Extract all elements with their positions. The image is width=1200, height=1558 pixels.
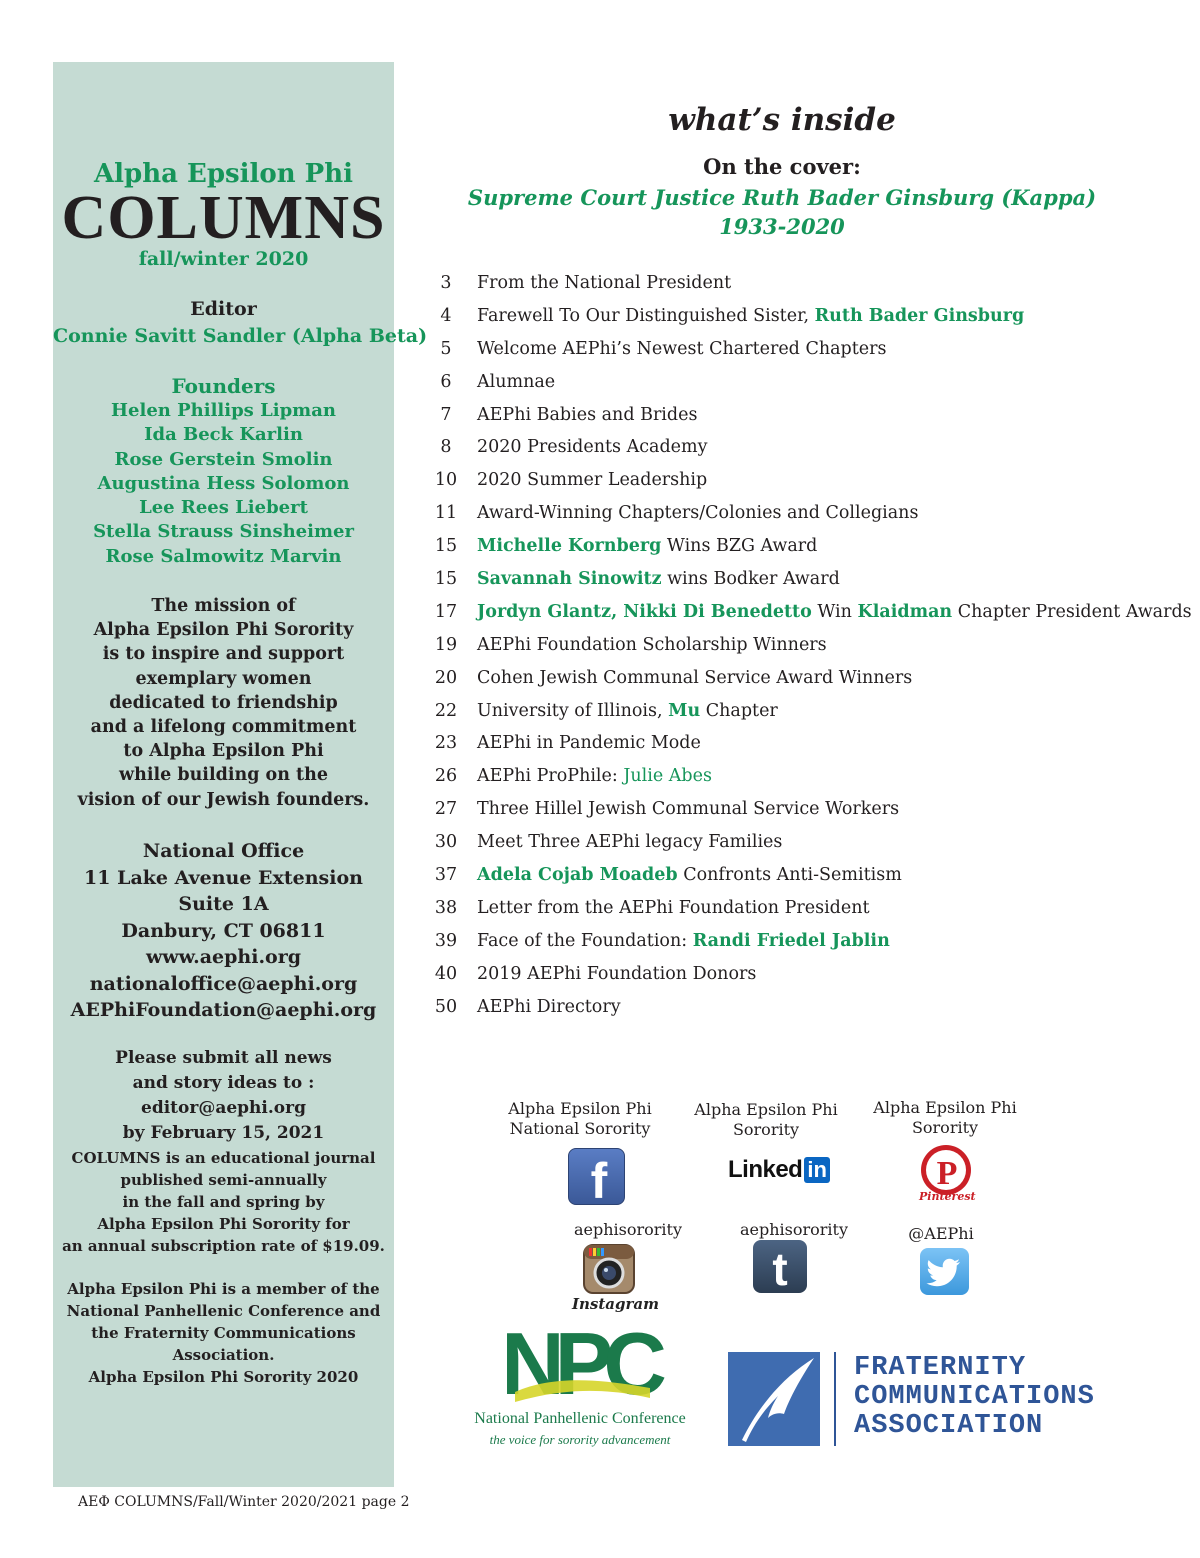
membership-info	[53, 1278, 394, 1388]
instagram-handle: aephisorority	[573, 1220, 683, 1239]
toc-title-part: Adela Cojab Moadeb	[477, 865, 678, 886]
issue-label: fall/winter 2020	[138, 248, 309, 270]
founder-name: Rose Salmowitz Marvin	[105, 545, 342, 567]
journal-line: COLUMNS is an educational journal	[71, 1149, 376, 1167]
toc-page-number: 39	[434, 930, 458, 951]
toc-title-part: 2020 Summer Leadership	[477, 470, 708, 491]
npc-logo	[455, 1322, 705, 1452]
toc-entry	[432, 665, 1172, 698]
toc-page-number: 6	[440, 371, 452, 392]
toc-entry	[432, 467, 1172, 500]
editor-name: Connie Savitt Sandler (Alpha Beta)	[53, 325, 428, 347]
office-line: AEPhiFoundation@aephi.org	[70, 999, 377, 1021]
toc-title-part: Farewell To Our Distinguished Sister,	[477, 305, 815, 326]
toc-page-number: 30	[434, 832, 458, 853]
toc-title-part: Face of the Foundation:	[477, 930, 693, 951]
member-line: National Panhellenic Conference and	[66, 1302, 381, 1320]
submission-info	[53, 1046, 394, 1146]
toc-title-part: Welcome AEPhi’s Newest Chartered Chapters	[477, 338, 887, 359]
founder-name: Stella Strauss Sinsheimer	[93, 521, 354, 543]
linkedin-wordmark: Linked	[728, 1156, 803, 1183]
toc-entry	[432, 632, 1172, 665]
cover-caption-line2: 1933-2020	[719, 214, 845, 239]
instagram-icon[interactable]	[572, 1244, 659, 1320]
submit-line: editor@aephi.org	[141, 1098, 306, 1118]
twitter-handle: @AEPhi	[908, 1224, 974, 1243]
linkedin-in-badge: in	[804, 1157, 830, 1183]
toc-entry	[432, 961, 1172, 994]
toc-title	[477, 665, 912, 691]
toc-page-number: 8	[440, 437, 452, 458]
mission-line: The mission of	[151, 596, 296, 616]
founder-name: Augustina Hess Solomon	[97, 472, 350, 494]
linkedin-label: Alpha Epsilon Phi Sorority	[694, 1100, 838, 1139]
toc-title	[477, 698, 778, 724]
toc-title	[477, 336, 886, 362]
mission-line: to Alpha Epsilon Phi	[123, 741, 324, 762]
toc-title-part: Award-Winning Chapters/Colonies and Collegians	[477, 503, 919, 524]
toc-entry	[432, 500, 1172, 533]
toc-title-part: Confronts Anti-Semitism	[677, 865, 902, 886]
mission-line: dedicated to friendship	[109, 692, 338, 713]
founders-heading: Founders	[171, 374, 276, 398]
tumblr-handle: aephisorority	[739, 1220, 849, 1239]
toc-page-number: 7	[440, 404, 452, 425]
toc-entry	[432, 434, 1172, 467]
toc-title-part: Michelle Kornberg	[477, 536, 662, 557]
member-line: the Fraternity Communications	[91, 1324, 356, 1342]
fca-line-3: ASSOCIATION	[854, 1411, 1044, 1441]
facebook-icon[interactable]	[568, 1148, 625, 1205]
toc-title	[477, 402, 697, 428]
editor-block	[53, 296, 428, 350]
toc-title-part: Letter from the AEPhi Foundation President	[477, 897, 870, 918]
npc-name: National Panhellenic Conference	[474, 1410, 686, 1427]
toc-title	[477, 303, 1024, 329]
toc-title-part: Win	[811, 601, 858, 622]
journal-info	[53, 1147, 394, 1257]
fca-line-2: COMMUNICATIONS	[854, 1382, 1095, 1412]
toc-page-number: 20	[434, 667, 458, 688]
office-line: Danbury, CT 06811	[121, 919, 326, 942]
mission-line: Alpha Epsilon Phi Sorority	[93, 620, 354, 641]
mission-line: while building on the	[119, 765, 328, 786]
fca-wordmark	[854, 1354, 1095, 1441]
toc-page-number: 17	[434, 601, 458, 622]
toc-title-part: Randi Friedel Jablin	[692, 930, 890, 951]
toc-page-number: 27	[434, 799, 458, 820]
toc-entry	[432, 402, 1172, 435]
office-line: National Office	[142, 840, 305, 862]
toc-title-part: Klaidman	[857, 601, 953, 622]
toc-entry	[432, 303, 1172, 336]
toc-entry	[432, 369, 1172, 402]
toc-page-number: 37	[434, 865, 458, 886]
toc-title	[477, 533, 817, 559]
toc-title-part: University of Illinois,	[477, 700, 669, 721]
toc-title	[477, 270, 731, 296]
toc-title-part: Savannah Sinowitz	[477, 569, 662, 590]
toc-title-part: Three Hillel Jewish Communal Service Workers	[477, 799, 900, 820]
table-of-contents	[432, 270, 1192, 1026]
national-office-address	[53, 838, 394, 1024]
founder-name: Ida Beck Karlin	[144, 424, 303, 446]
toc-title	[477, 369, 555, 395]
toc-title-part: Cohen Jewish Communal Service Award Winners	[477, 667, 913, 688]
toc-entry	[432, 730, 1172, 763]
org-name: Alpha Epsilon Phi	[93, 159, 354, 189]
toc-title	[477, 730, 701, 756]
facebook-label: Alpha Epsilon Phi National Sorority	[508, 1099, 652, 1138]
toc-page-number: 11	[434, 503, 458, 524]
toc-page-number: 50	[434, 996, 458, 1017]
toc-title	[477, 862, 902, 888]
toc-page-number: 22	[434, 700, 458, 721]
fca-logo	[728, 1352, 1095, 1446]
mission-statement	[53, 594, 394, 812]
toc-title-part: Wins BZG Award	[661, 536, 818, 557]
editor-heading: Editor	[190, 298, 257, 320]
toc-title-part: Chapter President Awards	[952, 601, 1192, 622]
toc-entry	[432, 336, 1172, 369]
toc-title	[477, 796, 899, 822]
toc-entry	[432, 270, 1172, 303]
toc-title-part: Mu	[668, 700, 701, 721]
office-line: www.aephi.org	[145, 946, 302, 968]
toc-title	[477, 994, 621, 1020]
contents-title: what’s inside	[668, 102, 896, 138]
toc-page-number: 40	[434, 963, 458, 984]
toc-entry	[432, 928, 1172, 961]
toc-page-number: 15	[434, 569, 458, 590]
office-line: 11 Lake Avenue Extension	[84, 866, 363, 889]
toc-page-number: 4	[440, 305, 452, 326]
toc-title	[477, 500, 918, 526]
submit-line: Please submit all news	[115, 1048, 332, 1068]
toc-title-part: AEPhi in Pandemic Mode	[477, 733, 701, 754]
submit-line: by February 15, 2021	[122, 1123, 325, 1143]
cover-caption-line1: Supreme Court Justice Ruth Bader Ginsburg (Kappa)	[467, 185, 1097, 210]
submit-line: and story ideas to :	[132, 1073, 315, 1093]
pinterest-wordmark: Pinterest	[919, 1190, 976, 1203]
toc-entry	[432, 862, 1172, 895]
linkedin-icon[interactable]	[728, 1156, 830, 1188]
svg-text:t: t	[772, 1243, 788, 1293]
founders-list	[53, 399, 394, 569]
office-line: nationaloffice@aephi.org	[89, 972, 358, 995]
toc-title-part: From the National President	[477, 273, 732, 293]
toc-entry	[432, 829, 1172, 862]
founder-name: Lee Rees Liebert	[139, 497, 308, 519]
toc-title	[477, 566, 840, 592]
toc-entry	[432, 533, 1172, 566]
mission-line: vision of our Jewish founders.	[77, 789, 370, 810]
page-footer: AEΦ COLUMNS/Fall/Winter 2020/2021 page 2	[78, 1494, 410, 1510]
toc-title-part: Chapter	[700, 700, 778, 721]
twitter-icon[interactable]	[920, 1248, 969, 1295]
toc-page-number: 15	[434, 536, 458, 557]
toc-page-number: 38	[434, 897, 458, 918]
svg-text:P: P	[936, 1155, 958, 1192]
fca-quill-icon	[728, 1352, 824, 1446]
toc-title	[477, 434, 708, 460]
mission-line: exemplary women	[135, 668, 312, 689]
toc-title-part: AEPhi Foundation Scholarship Winners	[477, 634, 827, 655]
toc-title	[477, 829, 782, 855]
fca-divider	[834, 1352, 836, 1446]
toc-page-number: 19	[434, 634, 458, 655]
toc-title-part: 2020 Presidents Academy	[477, 437, 708, 458]
pinterest-label: Alpha Epsilon Phi Sorority	[873, 1098, 1017, 1137]
office-line: Suite 1A	[178, 893, 269, 915]
toc-title	[477, 599, 1192, 625]
toc-entry	[432, 763, 1172, 796]
npc-tagline: the voice for sorority advancement	[489, 1432, 671, 1447]
instagram-wordmark: Instagram	[572, 1295, 659, 1313]
founder-name: Rose Gerstein Smolin	[114, 448, 333, 470]
pinterest-icon[interactable]	[919, 1144, 976, 1208]
journal-line: an annual subscription rate of $19.09.	[62, 1237, 385, 1255]
journal-line: published semi-annually	[120, 1171, 327, 1189]
toc-page-number: 10	[434, 470, 458, 491]
toc-entry	[432, 698, 1172, 731]
toc-title	[477, 632, 827, 658]
toc-entry	[432, 599, 1192, 632]
journal-line: Alpha Epsilon Phi Sorority for	[97, 1215, 350, 1233]
founder-name: Helen Phillips Lipman	[111, 400, 336, 421]
toc-title-part: wins Bodker Award	[661, 569, 840, 590]
toc-title-part: Jordyn Glantz, Nikki Di Benedetto	[477, 601, 812, 622]
toc-entry	[432, 994, 1172, 1027]
toc-entry	[432, 895, 1172, 928]
member-line: Alpha Epsilon Phi Sorority 2020	[88, 1368, 359, 1386]
toc-title-part: AEPhi Babies and Brides	[477, 404, 698, 425]
masthead	[53, 158, 394, 272]
member-line: Association.	[172, 1346, 275, 1364]
toc-entry	[432, 566, 1172, 599]
toc-title-part: AEPhi ProPhile:	[477, 766, 624, 787]
journal-line: in the fall and spring by	[122, 1193, 325, 1211]
toc-page-number: 3	[440, 273, 452, 293]
toc-title-part: AEPhi Directory	[477, 996, 621, 1017]
tumblr-icon[interactable]	[753, 1240, 807, 1293]
mission-line: and a lifelong commitment	[90, 717, 357, 738]
toc-title	[477, 895, 870, 921]
toc-title-part: Alumnae	[477, 371, 556, 392]
toc-entry	[432, 796, 1172, 829]
svg-text:f: f	[590, 1153, 608, 1204]
founders-block	[53, 373, 394, 569]
toc-title	[477, 763, 712, 789]
svg-text:NPC: NPC	[501, 1322, 657, 1404]
toc-title-part: Meet Three AEPhi legacy Families	[477, 832, 783, 853]
toc-page-number: 26	[434, 766, 458, 787]
mission-line: is to inspire and support	[102, 644, 345, 665]
toc-title-part: Julie Abes	[623, 766, 712, 787]
publication-title: COLUMNS	[61, 184, 386, 252]
cover-caption	[440, 183, 1124, 241]
toc-title-part: Ruth Bader Ginsburg	[814, 305, 1025, 326]
cover-heading: On the cover:	[703, 154, 861, 179]
toc-title	[477, 467, 707, 493]
toc-title	[477, 961, 756, 987]
toc-title-part: 2019 AEPhi Foundation Donors	[477, 963, 757, 984]
toc-page-number: 23	[434, 733, 458, 754]
member-line: Alpha Epsilon Phi is a member of the	[67, 1280, 380, 1298]
fca-line-1: FRATERNITY	[854, 1353, 1027, 1383]
sidebar	[53, 62, 428, 1487]
toc-page-number: 5	[440, 338, 452, 359]
toc-title	[477, 928, 890, 954]
